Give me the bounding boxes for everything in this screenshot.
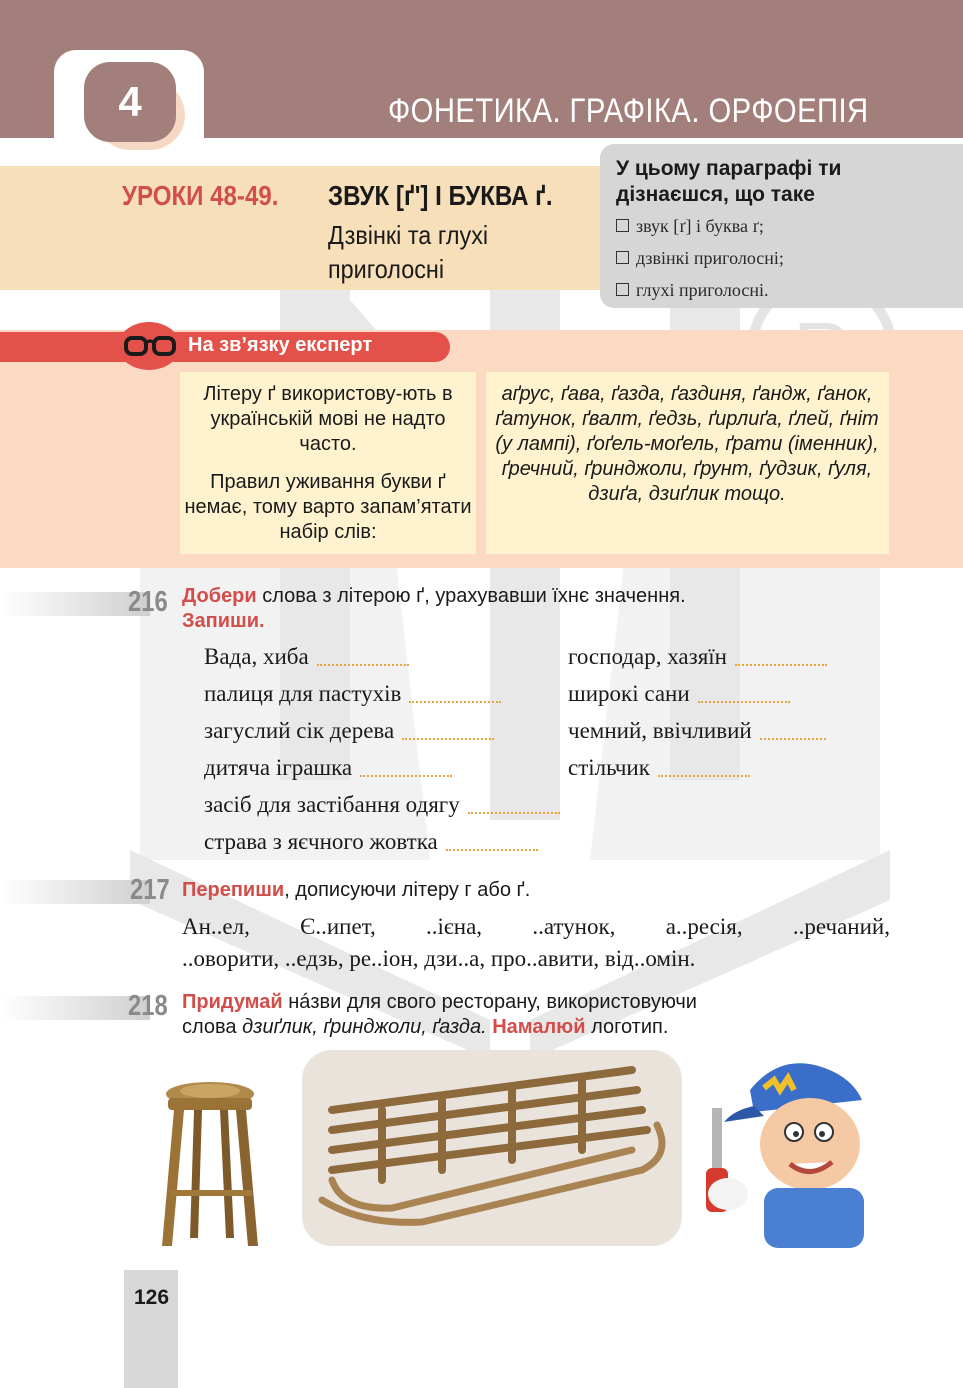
exercise-number: 216	[128, 586, 168, 618]
page-number: 126	[134, 1286, 170, 1309]
lesson-goal-item: звук [ґ] і буква ґ;	[616, 216, 764, 237]
checkbox-icon	[616, 219, 629, 232]
sled-image	[302, 1050, 682, 1246]
lesson-subtitle: Дзвінкі та глухі приголосні	[328, 220, 489, 284]
exercise-instruction: Перепиши, дописуючи літеру г або ґ.	[182, 879, 531, 901]
answer-blank[interactable]	[446, 837, 538, 851]
answer-blank[interactable]	[468, 800, 560, 814]
answer-blank[interactable]	[317, 652, 409, 666]
exercise-item: чемний, ввічливий	[568, 718, 826, 744]
expert-words-list: аґрус, ґава, ґазда, ґаздиня, ґандж, ґанок, ґатунок, ґвалт, ґедзь, ґирлиґа, ґлей, ґніт (у лампі), ґоґель-моґель, ґрати (іменник), ґречний, ґринджоли, ґрунт, ґудзик, ґуля, дзиґа, дзиґлик тощо.	[495, 383, 879, 505]
exercise-item: засіб для застібання одягу	[204, 792, 560, 818]
chapter-title: ФОНЕТИКА. ГРАФІКА. ОРФОЕПІЯ	[388, 92, 869, 130]
checkbox-icon	[616, 251, 629, 264]
exercise-instruction: Добери слова з літерою ґ, урахувавши їхнє значення. Запиши.	[182, 585, 686, 632]
cartoon-boy-with-screwdriver-image	[694, 1048, 890, 1248]
stool-image	[150, 1078, 270, 1250]
lesson-title: ЗВУК [ґ'] І БУКВА ґ.	[328, 180, 553, 211]
answer-blank[interactable]	[658, 763, 750, 777]
expert-rule-text: Літеру ґ використову-ють в українській мові не надто часто.	[203, 383, 453, 455]
exercise-line: ..оворити, ..едзь, ре..іон, дзи..а, про..авити, від..омін.	[182, 946, 696, 971]
expert-rule-text: Правил уживання букви ґ немає, тому варто запам’ятати набір слів:	[184, 471, 472, 543]
exercise-item: широкі сани	[568, 681, 790, 707]
exercise-number: 218	[128, 990, 168, 1022]
exercise-line: Ан..ел, Є..ипет, ..ієна, ..атунок, а..ресія, ..речаний,	[182, 914, 890, 939]
lesson-goals-heading: У цьому параграфі ти дізнаєшся, що таке	[616, 157, 842, 206]
chapter-number: 4	[84, 62, 176, 142]
expert-label: На зв’язку експерт	[188, 334, 373, 356]
exercise-number: 217	[130, 874, 170, 906]
answer-blank[interactable]	[360, 763, 452, 777]
lesson-number: УРОКИ 48-49.	[122, 180, 279, 211]
answer-blank[interactable]	[698, 689, 790, 703]
answer-blank[interactable]	[402, 726, 494, 740]
answer-blank[interactable]	[409, 689, 501, 703]
exercise-instruction: Придумай нáзви для свого ресторану, використовуючи слова дзиґлик, ґринджоли, ґазда. Намалюй логотип.	[182, 991, 697, 1038]
answer-blank[interactable]	[760, 726, 826, 740]
exercise-item: Вада, хиба	[204, 644, 409, 670]
checkbox-icon	[616, 283, 629, 296]
exercise-item: господар, хазяїн	[568, 644, 827, 670]
exercise-bar	[0, 880, 150, 904]
exercise-item: страва з яєчного жовтка	[204, 829, 538, 855]
exercise-item: палиця для пастухів	[204, 681, 501, 707]
exercise-item: загуслий сік дерева	[204, 718, 494, 744]
answer-blank[interactable]	[735, 652, 827, 666]
exercise-item: стільчик	[568, 755, 750, 781]
lesson-goal-item: дзвінкі приголосні;	[616, 248, 784, 269]
lesson-goal-item: глухі приголосні.	[616, 280, 768, 301]
glasses-icon	[124, 334, 176, 360]
exercise-item: дитяча іграшка	[204, 755, 452, 781]
